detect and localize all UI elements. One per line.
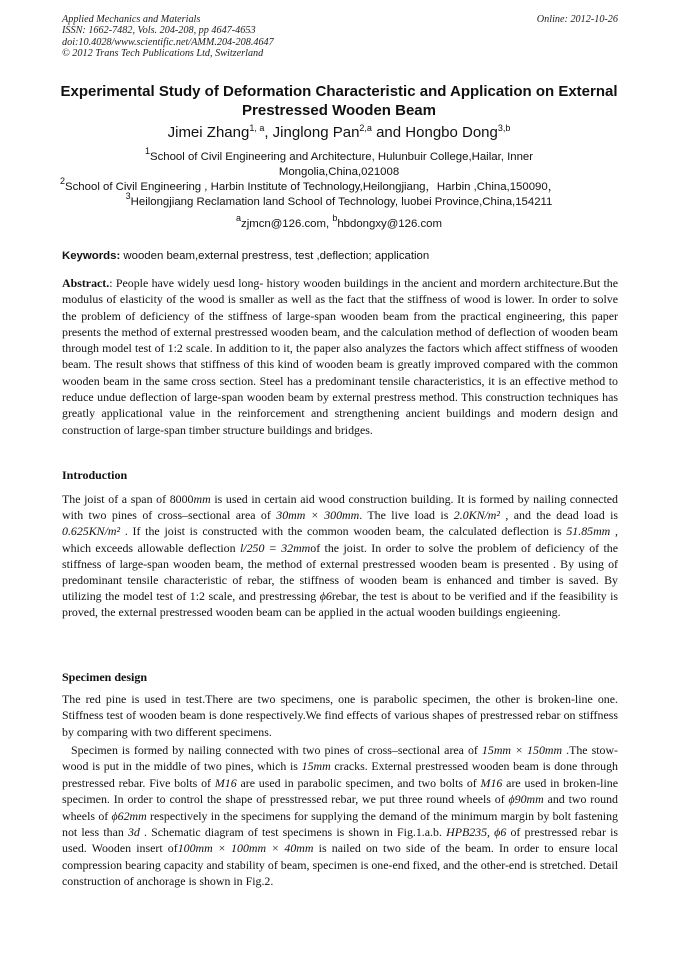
copyright-line: © 2012 Trans Tech Publications Ltd, Switzerland bbox=[62, 48, 264, 60]
author-separator: , bbox=[264, 124, 273, 141]
affiliation-2: $^2$School of Civil Engineering , Harbin Institute of Technology,Heilongjiang，Harbin ,China,150090， bbox=[60, 176, 560, 193]
author-separator: and bbox=[371, 124, 406, 141]
math-expression: M16 bbox=[480, 775, 503, 790]
keywords-text: wooden beam,external prestress, test ,deflection; application bbox=[120, 250, 430, 262]
email-link[interactable]: hbdongxy@126.com bbox=[337, 218, 442, 230]
keywords-label: Keywords: bbox=[62, 250, 121, 262]
math-expression: HPB235, ϕ6 bbox=[446, 825, 507, 840]
math-expression: ϕ62mm bbox=[111, 808, 147, 823]
specimen-paragraph-1: The red pine is used in test.There are two specimens, one is parabolic specimen, the other is broken-line one. Stiffness test of wooden beam is done respectively.We find effects of various shapes of prestressed rebar on stiffness by comparing with two different specimens. bbox=[62, 692, 618, 739]
introduction-paragraph: The joist of a span of 8000mm is used in certain aid wood construction building. It is formed by nailing connected with two pines of cross–sectional area of 30mm × 300mm. The live load is 2.0KN/m² , and the dead load is 0.625KN/m² . If the joist is constructed with the common wooden beam, the calculated deflection is 51.85mm , which exceeds allowable deflection l/250 = 32mmof the joist. In order to solve the problem of deficiency of the stiffness of large-span wooden beam, the method of external prestressed wooden beam is presented . By using of predominant tensile characteristic of rebar, the stiffness of wooden beam is enhanced and timber is saved. By utilizing the model test of 1:2 scale, and prestressing ϕ6rebar, the test is about to be verified and if the feasibility is proved, the external prestressed wooden beam can be applied in the actual wooden buildings engieening. bbox=[62, 492, 619, 620]
math-expression: 15mm bbox=[301, 759, 331, 774]
math-expression: ϕ90mm bbox=[508, 792, 544, 807]
affiliation-1: $^1$School of Civil Engineering and Architecture, Hulunbuir College,Hailar, Inner Mongolia,China,021008 bbox=[144, 146, 534, 178]
math-expression: 15mm × 150mm bbox=[481, 743, 563, 757]
author-emails: $^a$zjmcn@126.com, $^b$hbdongxy@126.com bbox=[235, 213, 442, 230]
journal-name: Applied Mechanics and Materials bbox=[62, 14, 201, 25]
affiliation-3: $^3$Heilongjiang Reclamation land School of Technology, luobei Province,China,154211 bbox=[125, 191, 553, 208]
math-expression: l/250 = 32mm bbox=[239, 540, 311, 555]
author-name: Jinglong Pan bbox=[272, 124, 360, 141]
abstract bbox=[62, 275, 618, 438]
math-expression: 3d bbox=[127, 825, 140, 840]
math-expression: 51.85mm bbox=[566, 524, 611, 539]
math-expression: M16 bbox=[214, 775, 237, 790]
author-name: Hongbo Dong bbox=[405, 124, 498, 141]
author-list bbox=[50, 124, 628, 142]
math-expression: 2.0KN/m² bbox=[453, 508, 500, 523]
paper-title: Experimental Study of Deformation Characteristic and Application on External Prestressed Wooden Beam bbox=[60, 83, 618, 119]
author-affil-mark: 1, a bbox=[249, 123, 265, 133]
specimen-paragraph-2: Specimen is formed by nailing connected with two pines of cross–sectional area of 15mm × 150mm .The stow-wood is put in the middle of two pines, which is 15mm cracks. External prestressed wooden beam is done through prestressed rebar. Five bolts of M16 are used in parabolic specimen, and two bolts of M16 are used in broken-line specimen. In order to control the shape of presstressed rebar, we put three round wheels of ϕ90mm and two round wheels of ϕ62mm respectively in the specimens for supplying the demand of the minimum margin by bolt fastening not less than 3d . Schematic diagram of test specimens is shown in Fig.1.a.b. HPB235, ϕ6 of prestressed rebar is used. Wooden insert of100mm × 100mm × 40mm is nailed on two side of the beam. In order to ensure local compression bearing capacity and stability of beam, specimen is one-end fixed, and the other-end is stretched. Detail construction of anchorage is shown in Fig.2. bbox=[62, 743, 619, 889]
abstract-text: : People have widely uesd long- history wooden buildings in the ancient and mordern architecture.But the modulus of elasticity of the wood is smaller as well as the fact that the stiffness of wood is lower. In order to solve the problem of deficiency of the stiffness of large-span wooden beam from the practical engineering, this paper presents the method of external prestressed wooden beam, and the calculation method of deflection of wooden beam through model test of 1:2 scale. In addition to it, the paper also analyzes the factors which affect stiffness of wooden beam. The result shows that stiffness of this kind of wooden beam is greatly improved compared with the common wooden beam in the same cross section. Steel has a predominant tensile characteristics, it is an effective method to reduce undue deflection of large-span wooden beam by external prestress method. This construction techniques has greatly applicational value in the reinforcement and strengthening ancient buildings and modern design and construction of large-span timber structure buildings and bridges. bbox=[62, 276, 618, 437]
author-affil-mark: 2,a bbox=[359, 123, 372, 133]
email-link[interactable]: zjmcn@126.com, bbox=[241, 218, 333, 230]
author-name: Jimei Zhang bbox=[167, 124, 250, 141]
keywords bbox=[62, 249, 618, 263]
math-expression: 0.625KN/m² bbox=[62, 524, 121, 539]
issn-line: ISSN: 1662-7482, Vols. 204-208, pp 4647-4653 bbox=[62, 25, 256, 37]
abstract-label: Abstract. bbox=[62, 276, 110, 290]
section-heading-introduction: Introduction bbox=[62, 468, 128, 482]
math-expression: 100mm × 100mm × 40mm bbox=[177, 841, 314, 856]
running-header bbox=[62, 14, 618, 60]
math-expression: ϕ6 bbox=[319, 589, 332, 604]
math-expression: 30mm × 300mm bbox=[276, 508, 360, 523]
section-heading-specimen-design: Specimen design bbox=[62, 670, 148, 684]
doi-line: doi:10.4028/www.scientific.net/AMM.204-208.4647 bbox=[62, 36, 274, 48]
online-date: Online: 2012-10-26 bbox=[536, 14, 618, 25]
author-affil-mark: 3,b bbox=[497, 123, 511, 133]
